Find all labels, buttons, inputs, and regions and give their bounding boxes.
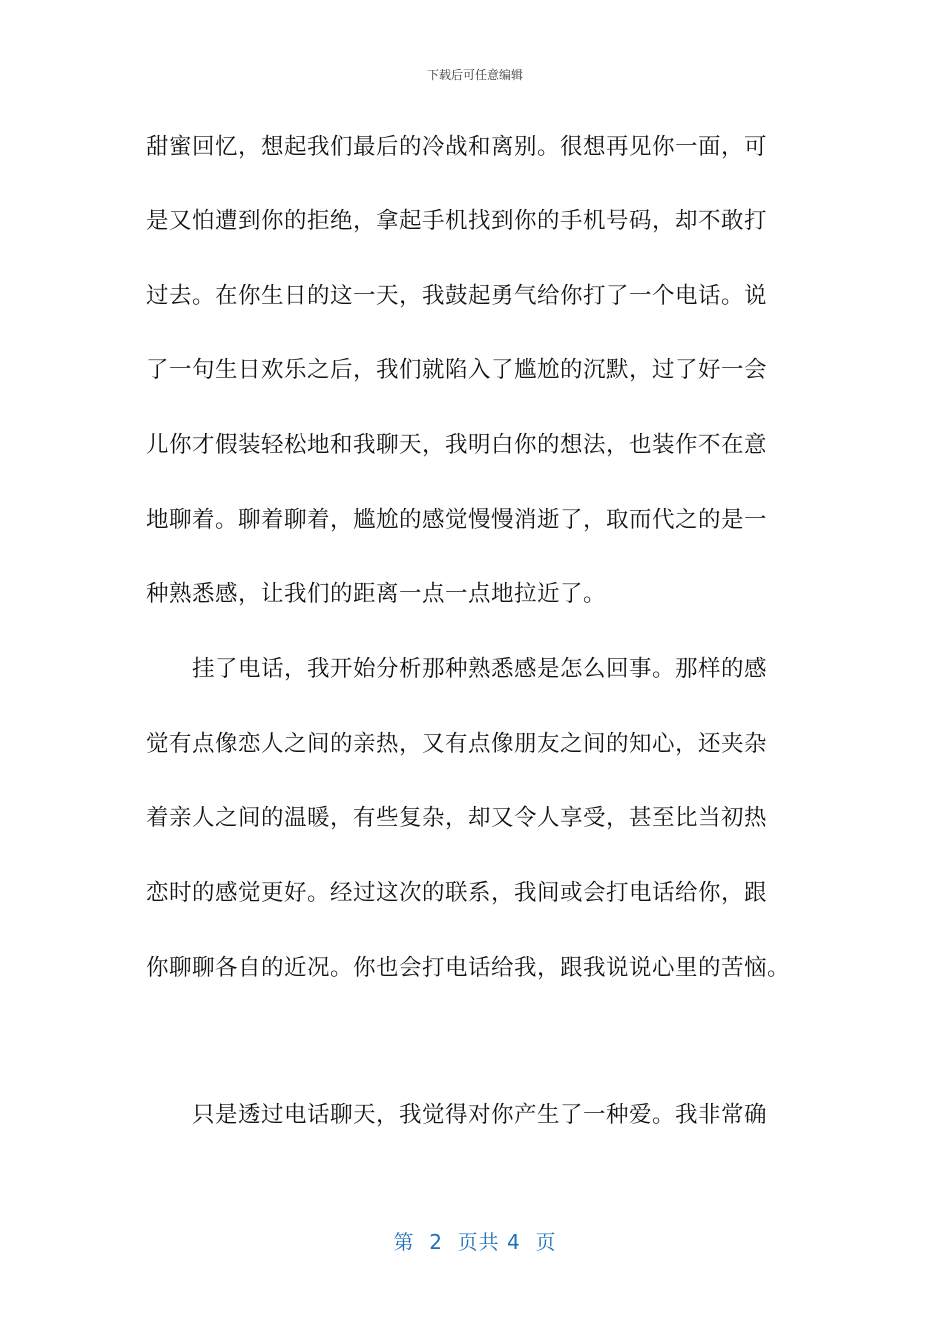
header-note: 下载后可任意编辑 bbox=[426, 68, 523, 82]
text-line: 觉有点像恋人之间的亲热，又有点像朋友之间的知心，还夹杂 bbox=[146, 731, 768, 757]
text-line: 过去。在你生日的这一天，我鼓起勇气给你打了一个电话。说 bbox=[146, 283, 768, 309]
text-line: 恋时的感觉更好。经过这次的联系，我间或会打电话给你，跟 bbox=[146, 880, 768, 906]
text-line: 着亲人之间的温暖，有些复杂，却又令人享受，甚至比当初热 bbox=[146, 805, 768, 831]
text-line: 儿你才假装轻松地和我聊天，我明白你的想法，也装作不在意 bbox=[146, 432, 768, 458]
text-line: 种熟悉感，让我们的距离一点一点地拉近了。 bbox=[146, 581, 607, 607]
paragraph-first-line: 挂了电话，我开始分析那种熟悉感是怎么回事。那样的感 bbox=[192, 656, 768, 682]
text-line: 你聊聊各自的近况。你也会打电话给我，跟我说说心里的苦恼。 bbox=[146, 955, 791, 981]
page-number-footer: 第 2 页共 4 页 bbox=[393, 1230, 557, 1254]
paragraph-first-line: 只是透过电话聊天，我觉得对你产生了一种爱。我非常确 bbox=[192, 1102, 768, 1128]
text-line: 了一句生日欢乐之后，我们就陷入了尴尬的沉默，过了好一会 bbox=[146, 357, 768, 383]
text-line: 地聊着。聊着聊着，尴尬的感觉慢慢消逝了，取而代之的是一 bbox=[146, 507, 768, 533]
text-line: 是又怕遭到你的拒绝，拿起手机找到你的手机号码，却不敢打 bbox=[146, 208, 768, 234]
text-line: 甜蜜回忆，想起我们最后的冷战和离别。很想再见你一面，可 bbox=[146, 134, 768, 160]
